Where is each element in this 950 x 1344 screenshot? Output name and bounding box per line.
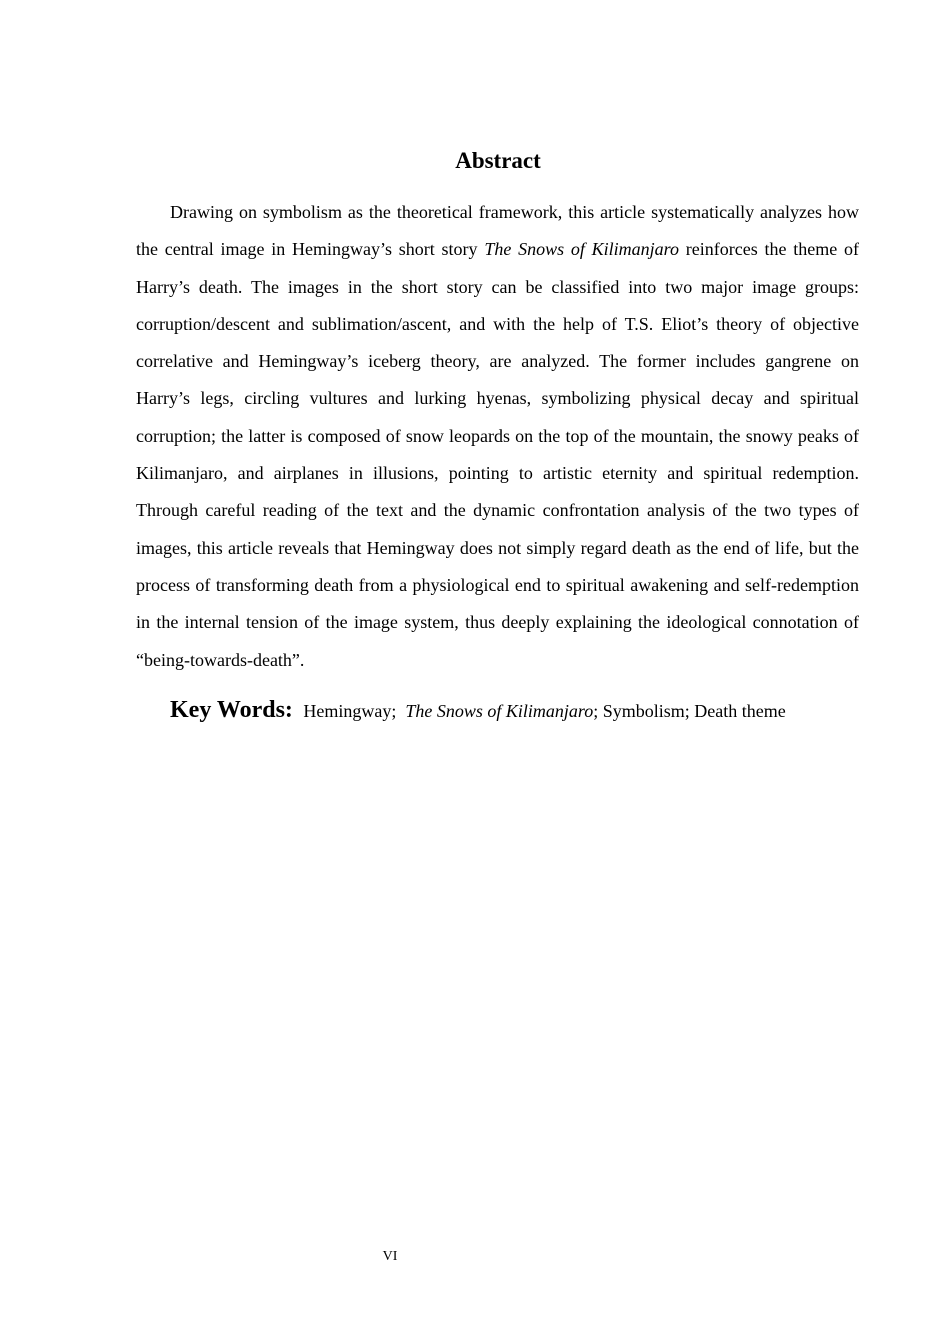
keyword-rest: ; Symbolism; Death theme <box>593 701 786 721</box>
abstract-text-part2: reinforces the theme of Harry’s death. The images in the short story can be classified into two major image groups: corruption/descent and sublimation/ascent, and with the help of T.S. Eliot’s theory of objective correlative and Hemingway’s iceberg theory, are analyzed. The former includes gangrene on Harry’s legs, circling vultures and lurking hyenas, symbolizing physical decay and spiritual corruption; the latter is composed of snow leopards on the top of the mountain, the snowy peaks of Kilimanjaro, and airplanes in illusions, pointing to artistic eternity and spiritual redemption. Through careful reading of the text and the dynamic confrontation analysis of the two types of images, this article reveals that Hemingway does not simply regard death as the end of life, but the process of transforming death from a physiological end to spiritual awakening and self-redemption in the internal tension of the image system, thus deeply explaining the ideological connotation of “being-towards-death”. <box>136 239 860 670</box>
keywords-line <box>170 692 870 729</box>
story-title-italic: The Snows of Kilimanjaro <box>484 239 679 260</box>
abstract-text-part1: Drawing on symbolism as the theoretical framework, this article systematically analyzes how the central image in Hemingway’s short story <box>136 202 859 260</box>
keywords-label: Key Words: <box>170 697 293 723</box>
page-number: VI <box>382 1249 398 1264</box>
keyword-story-title: The Snows of Kilimanjaro <box>405 701 594 721</box>
keyword-hemingway: Hemingway; <box>303 701 397 721</box>
abstract-paragraph <box>136 194 859 679</box>
abstract-title: Abstract <box>455 148 541 173</box>
